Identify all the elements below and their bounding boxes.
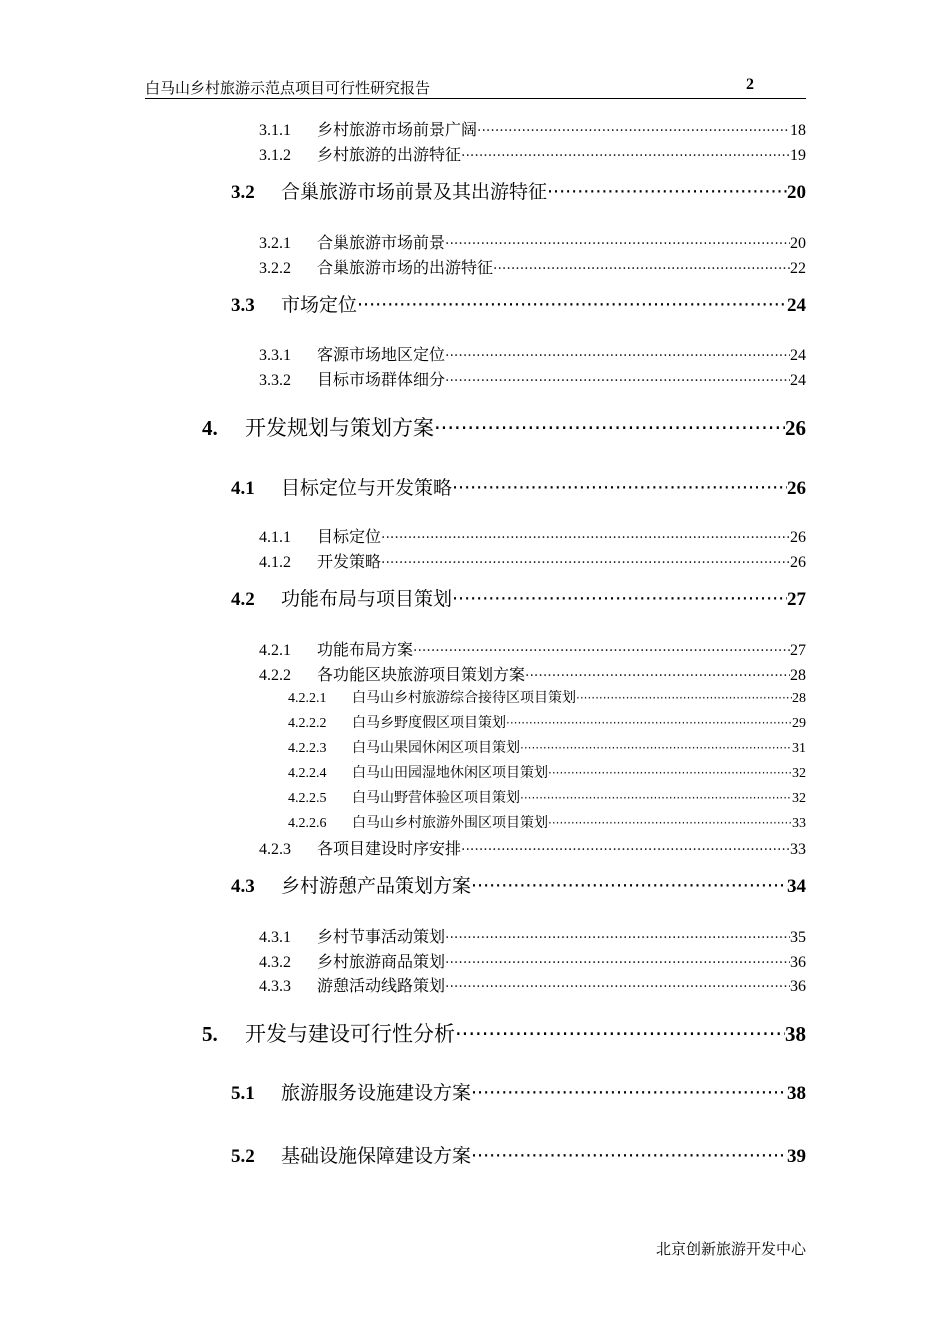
toc-entry-number: 3.1.2 (259, 147, 291, 164)
toc-entry-page: 26 (790, 554, 806, 571)
toc-entry-page: 19 (790, 147, 806, 164)
toc-dot-leader (445, 373, 790, 389)
toc-entry-page: 32 (792, 766, 806, 781)
toc-entry-title: 基础设施保障建设方案 (281, 1145, 472, 1167)
toc-entry-page: 24 (790, 347, 806, 364)
toc-entry-title: 白马山田园湿地休闲区项目策划 (352, 765, 548, 781)
toc-entry-title: 白马山乡村旅游综合接待区项目策划 (352, 690, 576, 706)
toc-entry[interactable] (259, 949, 806, 972)
toc-entry-number: 4.2 (231, 589, 255, 610)
toc-entry-page: 39 (787, 1146, 806, 1167)
toc-dot-leader (547, 181, 787, 203)
toc-entry-title: 白马山乡村旅游外围区项目策划 (352, 815, 548, 831)
toc-entry-title: 各功能区块旅游项目策划方案 (317, 665, 526, 684)
toc-entry-page: 35 (790, 929, 806, 946)
toc-entry-title: 开发规划与策划方案 (245, 416, 434, 440)
toc-entry-page: 33 (790, 841, 806, 858)
toc-entry-page: 36 (790, 978, 806, 995)
toc-entry-page: 24 (787, 295, 806, 316)
toc-entry-page: 38 (787, 1083, 806, 1104)
toc-entry-title: 开发与建设可行性分析 (245, 1022, 455, 1046)
toc-entry[interactable] (259, 924, 806, 947)
toc-entry-number: 4.3.1 (259, 929, 291, 946)
toc-dot-leader (461, 148, 790, 164)
toc-entry[interactable] (259, 230, 806, 253)
toc-entry[interactable] (202, 412, 806, 442)
toc-entry[interactable] (259, 117, 806, 140)
toc-entry-title: 游憩活动线路策划 (317, 976, 446, 995)
toc-entry-number: 5. (202, 1022, 218, 1046)
toc-dot-leader (452, 477, 787, 499)
toc-entry-title: 开发策略 (317, 552, 382, 571)
toc-entry[interactable] (259, 549, 806, 572)
toc-entry-page: 33 (792, 816, 806, 831)
toc-entry[interactable] (259, 836, 806, 859)
toc-entry[interactable] (259, 367, 806, 390)
toc-entry[interactable] (288, 737, 806, 757)
toc-dot-leader (413, 643, 790, 659)
toc-entry-page: 34 (787, 876, 806, 897)
toc-entry[interactable] (231, 1078, 806, 1105)
toc-entry-title: 目标定位与开发策略 (281, 477, 453, 499)
toc-entry[interactable] (231, 871, 806, 898)
toc-entry-page: 36 (790, 954, 806, 971)
toc-entry-number: 4.3.3 (259, 978, 291, 995)
toc-entry-page: 27 (790, 642, 806, 659)
toc-entry-page: 26 (787, 478, 806, 499)
toc-entry-title: 市场定位 (281, 294, 358, 316)
page-header (145, 76, 806, 99)
footer-organization: 北京创新旅游开发中心 (655, 1240, 806, 1258)
toc-entry[interactable] (288, 787, 806, 807)
toc-entry-title: 乡村旅游商品策划 (317, 952, 446, 971)
toc-entry-title: 功能布局方案 (317, 640, 414, 659)
toc-entry[interactable] (288, 712, 806, 732)
toc-dot-leader (455, 1022, 785, 1046)
toc-entry[interactable] (231, 177, 806, 204)
toc-entry-number: 4.2.2.2 (288, 716, 327, 731)
toc-dot-leader (445, 236, 790, 252)
toc-entry-number: 4.3.2 (259, 954, 291, 971)
toc-entry-page: 22 (790, 260, 806, 277)
toc-entry-number: 3.2.2 (259, 260, 291, 277)
toc-entry-page: 38 (785, 1022, 806, 1046)
toc-entry[interactable] (259, 142, 806, 165)
toc-entry-page: 20 (787, 182, 806, 203)
toc-entry-number: 4.2.2.1 (288, 691, 327, 706)
toc-entry-number: 4.2.2.3 (288, 741, 327, 756)
toc-entry-number: 3.2 (231, 182, 255, 203)
toc-dot-leader (461, 842, 790, 858)
toc-entry-number: 3.3 (231, 295, 255, 316)
toc-entry-title: 乡村节事活动策划 (317, 927, 446, 946)
toc-entry-number: 4. (202, 416, 218, 440)
toc-entry-number: 3.3.2 (259, 372, 291, 389)
toc-entry-number: 4.1 (231, 478, 255, 499)
toc-entry[interactable] (202, 1018, 806, 1048)
toc-entry-page: 27 (787, 589, 806, 610)
toc-entry-page: 29 (792, 716, 806, 731)
toc-entry-page: 24 (790, 372, 806, 389)
toc-dot-leader (471, 1145, 787, 1167)
toc-dot-leader (381, 555, 790, 571)
toc-entry-title: 合巢旅游市场前景 (317, 233, 446, 252)
toc-dot-leader (381, 530, 790, 546)
toc-entry-number: 5.2 (231, 1146, 255, 1167)
toc-entry-title: 旅游服务设施建设方案 (281, 1082, 472, 1104)
toc-entry-number: 4.2.2 (259, 667, 291, 684)
toc-entry[interactable] (259, 342, 806, 365)
toc-entry[interactable] (259, 524, 806, 547)
toc-entry[interactable] (259, 662, 806, 685)
toc-entry-page: 20 (790, 235, 806, 252)
toc-dot-leader (493, 261, 790, 277)
toc-entry-title: 功能布局与项目策划 (281, 588, 453, 610)
toc-entry-number: 4.2.3 (259, 841, 291, 858)
toc-dot-leader (548, 816, 792, 830)
toc-entry-number: 5.1 (231, 1083, 255, 1104)
toc-dot-leader (506, 716, 792, 730)
toc-dot-leader (520, 741, 792, 755)
toc-entry-page: 26 (790, 529, 806, 546)
toc-entry-number: 3.2.1 (259, 235, 291, 252)
toc-entry[interactable] (288, 812, 806, 832)
toc-entry[interactable] (259, 973, 806, 996)
toc-dot-leader (548, 766, 792, 780)
toc-entry-page: 26 (785, 416, 806, 440)
toc-entry-number: 4.2.2.5 (288, 791, 327, 806)
toc-entry-number: 4.2.2.6 (288, 816, 327, 831)
toc-entry-page: 28 (790, 667, 806, 684)
toc-entry-page: 31 (792, 741, 806, 756)
toc-entry-title: 乡村旅游的出游特征 (317, 145, 462, 164)
toc-entry-title: 乡村游憩产品策划方案 (281, 875, 472, 897)
toc-dot-leader (525, 668, 790, 684)
toc-entry-page: 28 (792, 691, 806, 706)
toc-entry-number: 4.1.1 (259, 529, 291, 546)
toc-entry-number: 4.1.2 (259, 554, 291, 571)
toc-entry[interactable] (231, 584, 806, 611)
toc-entry-title: 各项目建设时序安排 (317, 839, 462, 858)
toc-entry-page: 32 (792, 791, 806, 806)
toc-dot-leader (471, 1082, 787, 1104)
toc-entry-title: 合巢旅游市场前景及其出游特征 (281, 181, 548, 203)
toc-dot-leader (445, 930, 790, 946)
toc-entry-title: 目标定位 (317, 527, 382, 546)
toc-entry-number: 4.2.1 (259, 642, 291, 659)
page-number: 2 (746, 76, 754, 93)
toc-dot-leader (477, 123, 790, 139)
toc-entry-title: 白马乡野度假区项目策划 (352, 715, 506, 731)
toc-entry-number: 4.3 (231, 876, 255, 897)
toc-dot-leader (434, 416, 785, 440)
toc-entry[interactable] (288, 762, 806, 782)
toc-entry[interactable] (231, 290, 806, 317)
toc-entry-title: 合巢旅游市场的出游特征 (317, 258, 494, 277)
toc-entry-number: 4.2.2.4 (288, 766, 327, 781)
toc-entry-page: 18 (790, 122, 806, 139)
toc-dot-leader (452, 588, 787, 610)
toc-entry-number: 3.3.1 (259, 347, 291, 364)
toc-entry-title: 乡村旅游市场前景广阔 (317, 120, 478, 139)
toc-entry-title: 客源市场地区定位 (317, 345, 446, 364)
toc-dot-leader (357, 294, 787, 316)
toc-entry-number: 3.1.1 (259, 122, 291, 139)
toc-entry-title: 目标市场群体细分 (317, 370, 446, 389)
toc-entry-title: 白马山果园休闲区项目策划 (352, 740, 520, 756)
toc-dot-leader (576, 691, 792, 705)
toc-dot-leader (445, 955, 790, 971)
toc-entry-title: 白马山野营体验区项目策划 (352, 790, 520, 806)
toc-entry[interactable] (231, 1141, 806, 1168)
toc-dot-leader (520, 791, 792, 805)
toc-dot-leader (471, 875, 787, 897)
toc-dot-leader (445, 979, 790, 995)
document-title: 白马山乡村旅游示范点项目可行性研究报告 (145, 79, 431, 97)
toc-entry[interactable] (288, 687, 806, 707)
toc-entry[interactable] (259, 637, 806, 660)
toc-dot-leader (445, 348, 790, 364)
toc-entry[interactable] (231, 473, 806, 500)
toc-entry[interactable] (259, 255, 806, 278)
